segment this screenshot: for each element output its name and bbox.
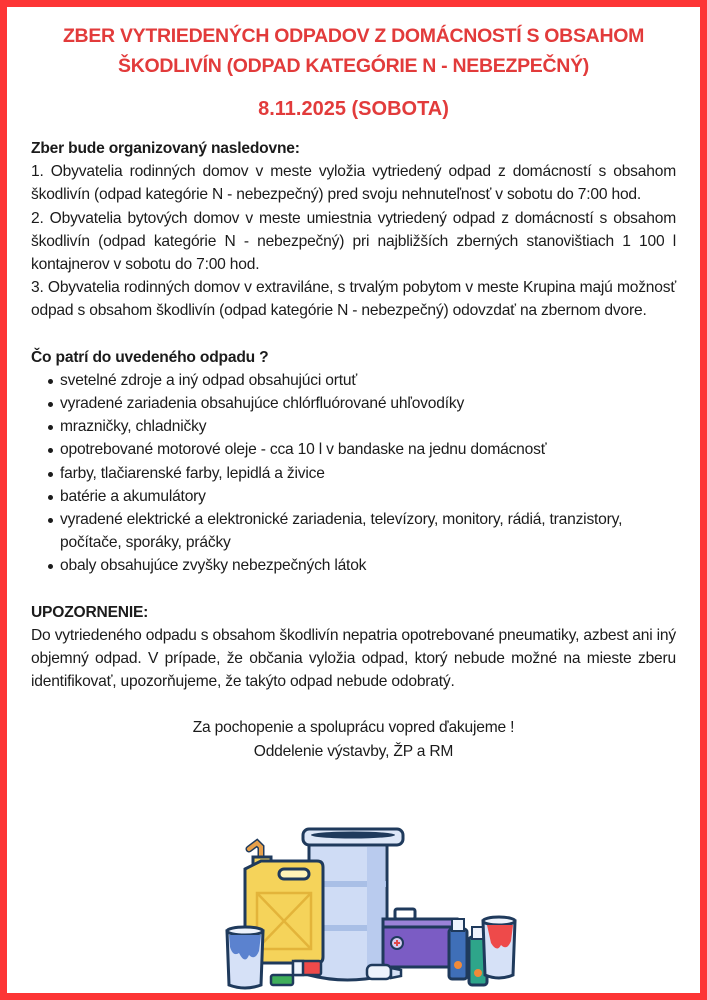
organization-point: 3. Obyvatelia rodinných domov v extraviláne, s trvalým pobytom v meste Krupina majú možnosť odpad s obsahom škodlivín (odpad kategórie N - nebezpečný) odovzdať na zbernom dvore. (31, 279, 676, 320)
list-item: vyradené zariadenia obsahujúce chlórfluórované uhľovodíky (45, 392, 676, 415)
organization-heading: Zber bude organizovaný nasledovne: (31, 140, 300, 157)
paint-bucket-icon (483, 917, 515, 978)
title-line-2: ŠKODLIVÍN (ODPAD KATEGÓRIE N - NEBEZPEČNÝ) (118, 55, 589, 77)
event-date: 8.11.2025 (SOBOTA) (258, 98, 449, 120)
department-text: Oddelenie výstavby, ŽP a RM (253, 742, 454, 760)
contents-list (31, 369, 676, 578)
contents-heading: Čo patrí do uvedeného odpadu ? (31, 348, 269, 366)
list-item: opotrebované motorové oleje - cca 10 l v bandaske na jednu domácnosť (45, 438, 676, 461)
content-body (31, 137, 676, 763)
title-line-1: ZBER VYTRIEDENÝCH ODPADOV Z DOMÁCNOSTÍ S OBSAHOM (62, 25, 645, 47)
list-item: mrazničky, chladničky (45, 415, 676, 438)
spray-can-icon (449, 919, 487, 985)
warning-text: Do vytriedeného odpadu s obsahom škodlivín nepatria opotrebované pneumatiky, azbest ani iný objemný odpad. V prípade, že občania vyložia odpad, ktorý nebude možné na mieste zberu identifikovať, upozorňujeme, že takýto odpad nebude odobratý. (31, 626, 676, 691)
organization-point: 1. Obyvatelia rodinných domov v meste vyložia vytriedený odpad z domácností s obsahom škodlivín (odpad kategórie N - nebezpečný) pred svoju nehnuteľnosť v sobotu do 7:00 hod. (31, 163, 676, 204)
organization-point: 2. Obyvatelia bytových domov v meste umiestnia vytriedený odpad z domácností s obsahom škodlivín (odpad kategórie N - nebezpečný) pri najbližších zberných stanovištiach 1 100 l kontajnerov v sobotu do 7:00 hod. (31, 209, 676, 274)
list-item: obaly obsahujúce zvyšky nebezpečných látok (45, 554, 676, 577)
battery-icon (271, 961, 321, 985)
warning-heading: UPOZORNENIE: (31, 603, 149, 621)
list-item: farby, tlačiarenské farby, lepidlá a živice (45, 462, 676, 485)
list-item: batérie a akumulátory (45, 485, 676, 508)
list-item: vyradené elektrické a elektronické zariadenia, televízory, monitory, rádiá, tranzistory, počítače, sporáky, práčky (45, 508, 676, 554)
list-item: svetelné zdroje a iný odpad obsahujúci ortuť (45, 369, 676, 392)
car-battery-icon (383, 909, 457, 967)
thanks-text: Za pochopenie a spoluprácu vopred ďakujeme ! (192, 719, 515, 737)
page-title (7, 21, 700, 81)
paint-bucket-icon (227, 927, 263, 988)
hazardous-waste-illustration (217, 825, 517, 997)
